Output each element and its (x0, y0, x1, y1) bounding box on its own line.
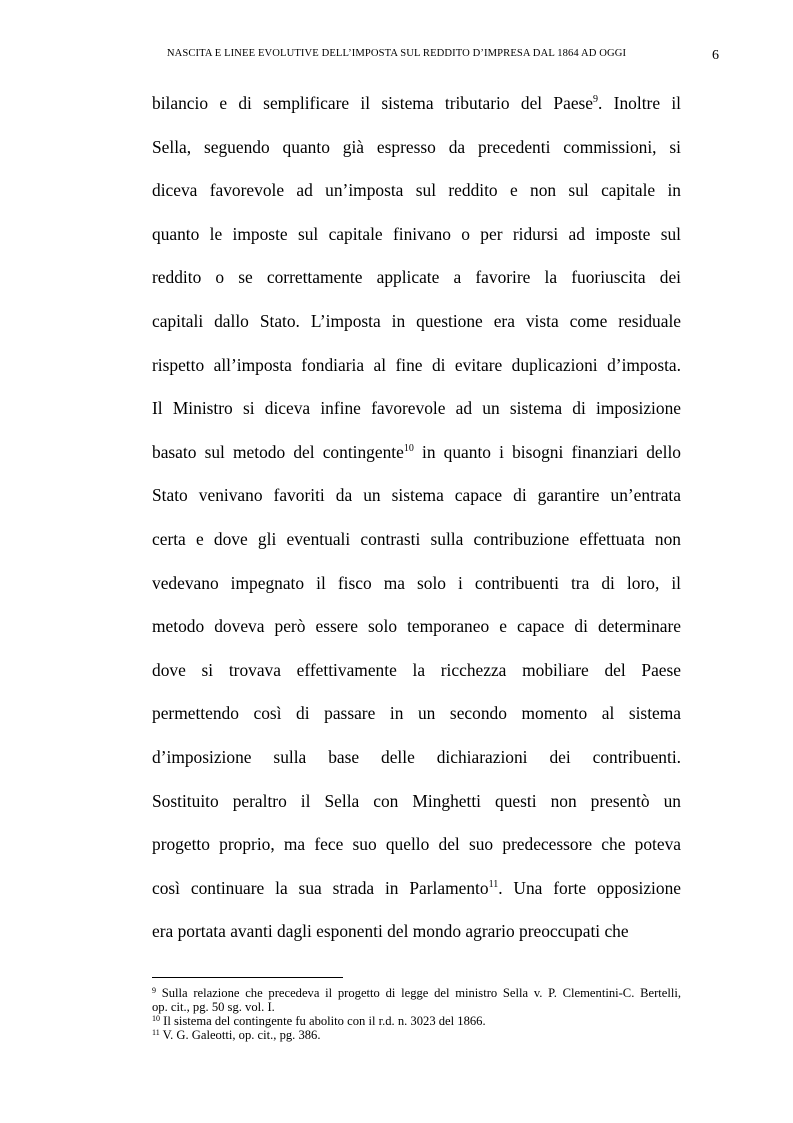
text-line (152, 82, 681, 126)
footnote-text: V. G. Galeotti, op. cit., pg. 386. (159, 1028, 321, 1042)
text-line: permettendo così di passare in un secondo momento al sistema (152, 703, 681, 724)
text-line: metodo doveva però essere solo temporaneo e capace di determinare (152, 616, 681, 637)
text-line: Stato venivano favoriti da un sistema capace di garantire un’entrata (152, 485, 681, 506)
text-line: dove si trovava effettivamente la ricchezza mobiliare del Paese (152, 659, 681, 680)
text-line: progetto proprio, ma fece suo quello del suo predecessore che poteva (152, 834, 681, 855)
text-line: reddito o se correttamente applicate a favorire la fuoriuscita dei (152, 267, 681, 288)
footnote-number: 10 (152, 1014, 160, 1023)
footnote-number: 9 (152, 986, 156, 995)
footnote-ref-10[interactable]: 10 (403, 442, 414, 454)
text-run: . Una forte opposizione (498, 877, 681, 898)
footnote-number: 11 (152, 1028, 160, 1037)
text-run: bilancio e di semplificare il sistema tributario del Paese (152, 93, 594, 113)
footnote-text: Sulla relazione che precedeva il progetto di legge del ministro Sella v. P. Clementini-C. Bertelli, (156, 986, 681, 1000)
body-text (152, 82, 681, 954)
text-line: Il Ministro si diceva infine favorevole ad un sistema di imposizione (152, 398, 681, 419)
text-line: Sella, seguendo quanto già espresso da precedenti commissioni, si (152, 136, 681, 157)
footnote-11 (152, 1028, 681, 1042)
text-line: quanto le imposte sul capitale finivano o per ridursi ad imposte sul (152, 223, 681, 244)
page-number: 6 (712, 48, 719, 63)
footnote-divider (152, 977, 343, 978)
text-line: d’imposizione sulla base delle dichiarazioni dei contribuenti. (152, 746, 681, 767)
footnotes (152, 986, 681, 1042)
text-run: in quanto i bisogni finanziari dello (413, 441, 682, 462)
footnote-9 (152, 986, 681, 1000)
text-run: basato sul metodo del contingente (152, 441, 404, 462)
text-line: rispetto all’imposta fondiaria al fine di evitare duplicazioni d’imposta. (152, 354, 681, 375)
footnote-ref-9[interactable]: 9 (593, 94, 599, 105)
text-line: vedevano impegnato il fisco ma solo i contribuenti tra di loro, il (152, 572, 681, 593)
text-run: così continuare la sua strada in Parlamento (152, 877, 489, 898)
footnote-text: Il sistema del contingente fu abolito con il r.d. n. 3023 del 1866. (160, 1014, 486, 1028)
text-line (152, 431, 681, 475)
running-header: NASCITA E LINEE EVOLUTIVE DELL’IMPOSTA SUL REDDITO D’IMPRESA DAL 1864 AD OGGI (166, 48, 627, 59)
text-line: capitali dallo Stato. L’imposta in questione era vista come residuale (152, 310, 681, 331)
footnote-10 (152, 1014, 681, 1028)
text-line (152, 867, 681, 911)
footnote-ref-11[interactable]: 11 (488, 878, 499, 890)
text-line: certa e dove gli eventuali contrasti sulla contribuzione effettuata non (152, 528, 681, 549)
text-line: Sostituito peraltro il Sella con Minghetti questi non presentò un (152, 790, 681, 811)
text-line: era portata avanti dagli esponenti del mondo agrario preoccupati che (152, 921, 629, 942)
footnote-9-cont: op. cit., pg. 50 sg. vol. I. (152, 1000, 275, 1014)
text-line: diceva favorevole ad un’imposta sul reddito e non sul capitale in (152, 180, 681, 201)
text-run: . Inoltre il (598, 93, 682, 113)
